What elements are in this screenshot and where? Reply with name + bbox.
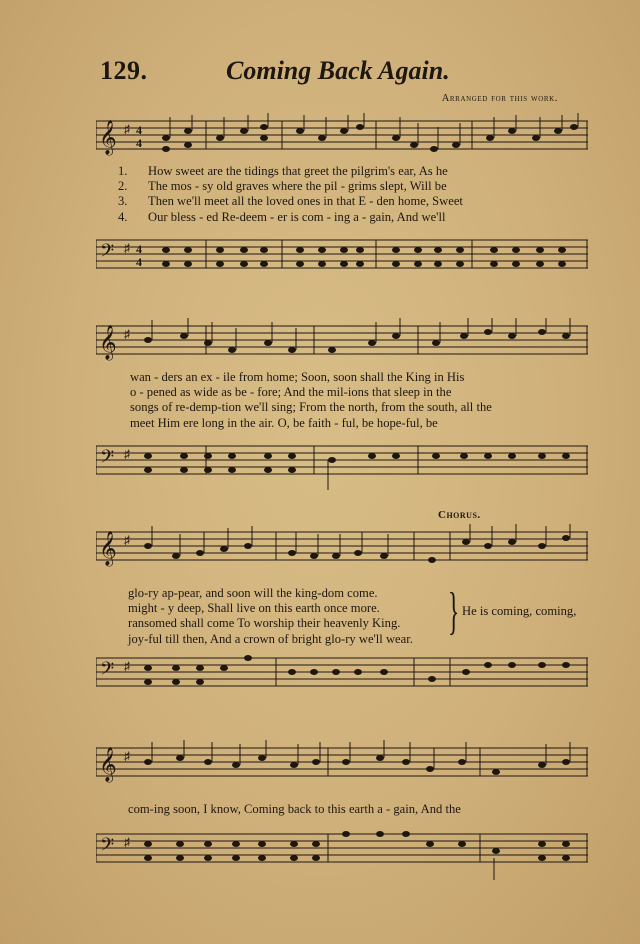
system1-treble-staff — [96, 113, 588, 163]
system3-lyrics — [128, 583, 460, 647]
chorus-label: Chorus. — [438, 509, 481, 521]
svg-text:4: 4 — [136, 123, 142, 137]
svg-text:♯: ♯ — [124, 835, 130, 849]
verse-number: 4. — [118, 209, 128, 224]
svg-text:𝄞: 𝄞 — [99, 325, 117, 360]
lyric-line: wan - ders an ex - ile from home; Soon, soon shall the King in His — [130, 370, 465, 384]
lyric-line: ransomed shall come To worship their heavenly King. — [128, 616, 401, 631]
lyric-line: songs of re-demp-tion we'll sing; From the north, from the south, all the — [130, 400, 492, 415]
verse-number: 1. — [118, 164, 128, 178]
svg-text:4: 4 — [136, 255, 142, 269]
verse-3 — [118, 194, 590, 209]
verse-2 — [118, 179, 590, 194]
svg-text:𝄢: 𝄢 — [100, 835, 115, 860]
svg-text:♯: ♯ — [124, 659, 130, 673]
verse-text: How sweet are the tidings that greet the pilgrim's ear, As he — [148, 164, 448, 178]
verse-text: Then we'll meet all the loved ones in that E - den home, Sweet — [148, 194, 463, 209]
lyric-line: might - y deep, Shall live on this earth once more. — [128, 601, 380, 616]
svg-text:𝄞: 𝄞 — [99, 747, 117, 782]
verse-text: The mos - sy old graves where the pil - grims slept, Will be — [148, 179, 447, 194]
verse-1 — [118, 164, 590, 179]
system4-bass-staff — [96, 824, 588, 884]
verse-4 — [118, 210, 590, 225]
system2-bass-staff — [96, 436, 588, 492]
system3-treble-staff — [96, 524, 588, 580]
svg-text:𝄢: 𝄢 — [100, 241, 115, 266]
verse-lyrics — [118, 164, 590, 225]
arrangement-note: Arranged for this work. — [441, 93, 558, 104]
verse-text: Our bless - ed Re-deem - er is com - ing a - gain, And we'll — [148, 209, 446, 224]
system3-bass-staff — [96, 648, 588, 700]
svg-text:♯: ♯ — [124, 122, 130, 136]
svg-text:4: 4 — [136, 242, 142, 256]
verse-number: 3. — [118, 194, 128, 209]
lyric-line: meet Him ere long in the air. O, be faith - ful, be hope-ful, be — [130, 415, 438, 430]
system1-bass-staff — [96, 230, 588, 282]
verse-number: 2. — [118, 179, 128, 194]
lyric-line: o - pened as wide as be - fore; And the mil-ions that sleep in the — [130, 385, 452, 400]
svg-text:4: 4 — [136, 136, 142, 150]
lyric-line: joy-ful till then, And a crown of bright glo-ry we'll wear. — [128, 631, 413, 646]
lyric-line: glo-ry ap-pear, and soon will the king-dom come. — [128, 586, 378, 600]
svg-text:𝄞: 𝄞 — [99, 120, 117, 155]
svg-text:♯: ♯ — [124, 241, 130, 255]
system2-treble-staff — [96, 318, 588, 368]
svg-text:𝄢: 𝄢 — [100, 447, 115, 472]
svg-text:𝄢: 𝄢 — [100, 659, 115, 684]
svg-text:♯: ♯ — [124, 327, 130, 341]
system2-lyrics — [130, 370, 602, 431]
system4-lyrics: com-ing soon, I know, Coming back to this earth a - gain, And the — [128, 802, 461, 816]
svg-text:♯: ♯ — [124, 749, 130, 763]
system4-treble-staff — [96, 740, 588, 792]
svg-text:♯: ♯ — [124, 533, 130, 547]
svg-text:𝄞: 𝄞 — [99, 531, 117, 566]
hymn-title: Coming Back Again. — [226, 56, 450, 85]
svg-text:♯: ♯ — [124, 447, 130, 461]
chorus-refrain: He is coming, coming, — [462, 604, 577, 618]
brace: } — [448, 583, 460, 640]
hymn-number: 129. — [100, 56, 148, 85]
